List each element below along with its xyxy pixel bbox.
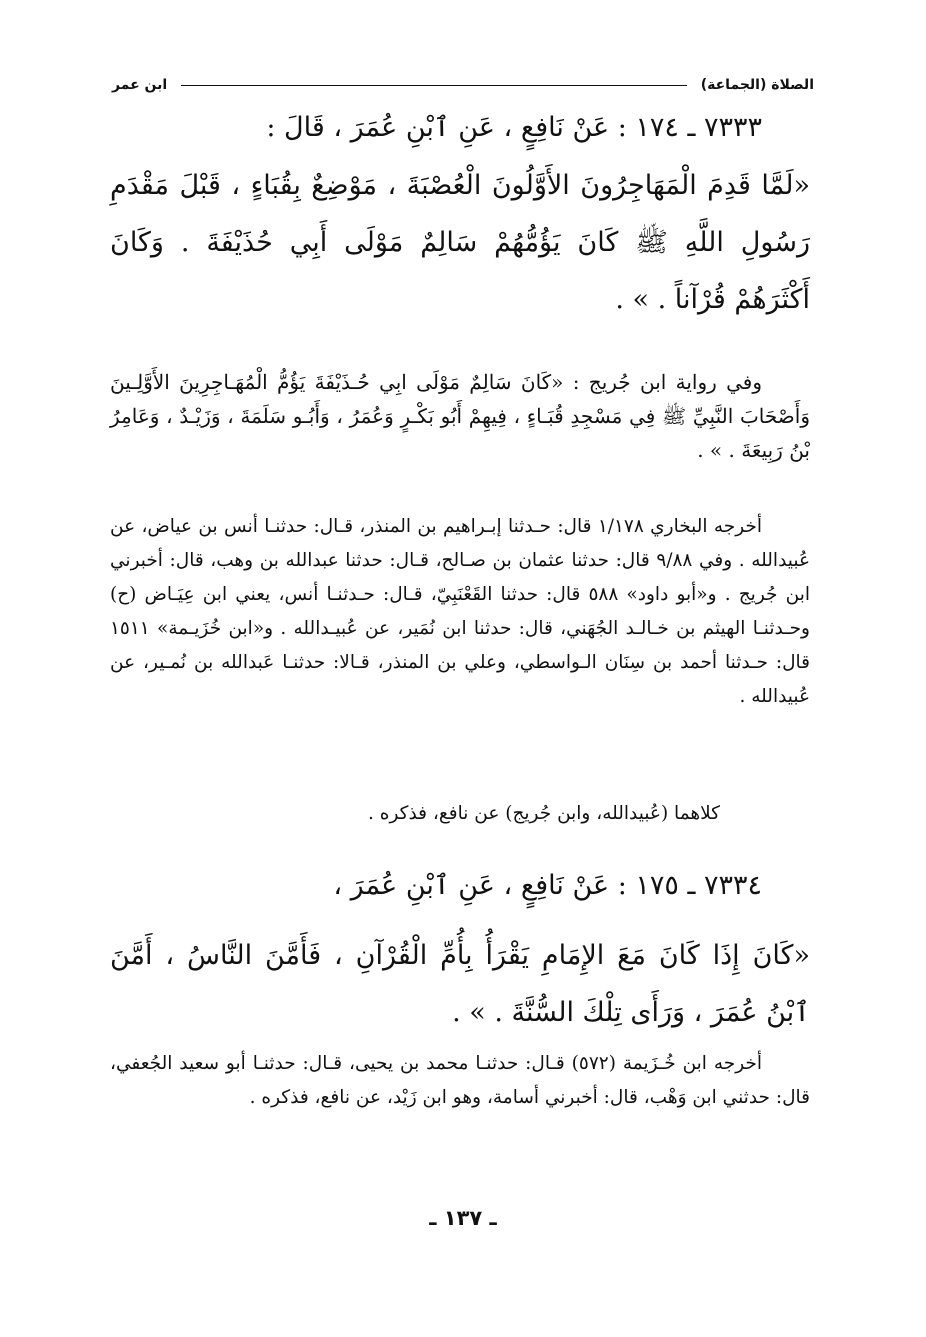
page-number: ـ ١٣٧ ـ (429, 1206, 497, 1230)
hadith-7334-heading: ٧٣٣٤ ـ ١٧٥ : عَنْ نَافِعٍ ، عَنِ ٱبْنِ عُمَرَ ، (333, 870, 762, 901)
hadith-7334-takhrij: أخرجه ابن خُـزَيمة (٥٧٢) قـال: حدثنـا محمد بن يحيى، قـال: حدثنـا أبو سعيد الجُعفي، قال: حدثني ابن وَهْب، قال: أخبرني أسامة، وهو ابن زَيْد، عن نافع، فذكره . (110, 1053, 810, 1108)
hadith-7333-kilahuma: كلاهما (عُبيدالله، وابن جُريج) عن نافع، فذكره . (368, 803, 720, 824)
hadith-7333-heading: ٧٣٣٣ ـ ١٧٤ : عَنْ نَافِعٍ ، عَنِ ٱبْنِ عُمَرَ ، قَالَ : (266, 112, 762, 143)
hadith-7333-riwaya: وفي رواية ابن جُريج : «كَانَ سَالِمٌ مَوْلَى ابِي حُـذَيْفَةَ يَؤُمُّ الْمُهَـاجِرِينَ الأَوَّلِـينَ وَأَصْحَابَ النَّبِيِّ ﷺ فِي مَسْجِدِ قُبَـاءٍ ، فِيهِمْ أَبُو بَكْـرٍ وَعُمَرُ ، وَأَبُـو سَلَمَةَ ، وَزَيْـدٌ ، وَعَامِرُ بْنُ رَبِيعَةَ . » . (110, 370, 810, 462)
hadith-7334-text: «كَانَ إِذَا كَانَ مَعَ الإِمَامِ يَقْرَأُ بِأُمِّ الْقُرْآنِ ، فَأَمَّنَ النَّاسُ ، أَمَّنَ ٱبْنُ عُمَرَ ، وَرَأَى تِلْكَ السُّنَّةَ . » . (110, 940, 810, 1028)
hadith-7333-text: «لَمَّا قَدِمَ الْمَهَاجِرُونَ الأَوَّلُونَ الْعُصْبَةَ ، مَوْضِعٌ بِقُبَاءٍ ، قَبْلَ مَقْدَمِ رَسُولِ اللَّهِ ﷺ كَانَ يَؤُمُّهُمْ سَالِمٌ مَوْلَى أَبِي حُذَيْفَةَ . وَكَانَ أَكْثَرَهُمْ قُرْآناً . » . (110, 170, 810, 315)
header-narrator-name: ابن عمر (112, 77, 168, 93)
hadith-7333-takhrij: أخرجه البخاري ١/١٧٨ قال: حـدثنا إبـراهيم بن المنذر، قـال: حدثنـا أنس بن عياض، عن عُبيدالله . وفي ٩/٨٨ قال: حدثنا عثمان بن صـالح، قـال: حدثنا عبدالله بن وهب، قال: أخبرني ابن جُريج . و«أبو داود» ٥٨٨ قال: حدثنا القَعْنَبِيّ، قـال: حـدثنـا أنس، يعني ابن عِيَـاض (ح) وحـدثنـا الهيثم بن خـالـد الجُهَني، قال: حدثنا ابن نُمَير، عن عُبيـدالله . و«ابن خُزَيـمة» ١٥١١ قال: حـدثنا أحمد بن سِنَان الـواسطي، وعلي بن المنذر، قـالا: حدثنـا عَبدالله بن نُمـير، عن عُبيدالله . (110, 516, 811, 707)
header-rule (181, 85, 687, 86)
header-section-title: الصلاة (الجماعة) (700, 77, 814, 93)
running-header (112, 70, 814, 100)
